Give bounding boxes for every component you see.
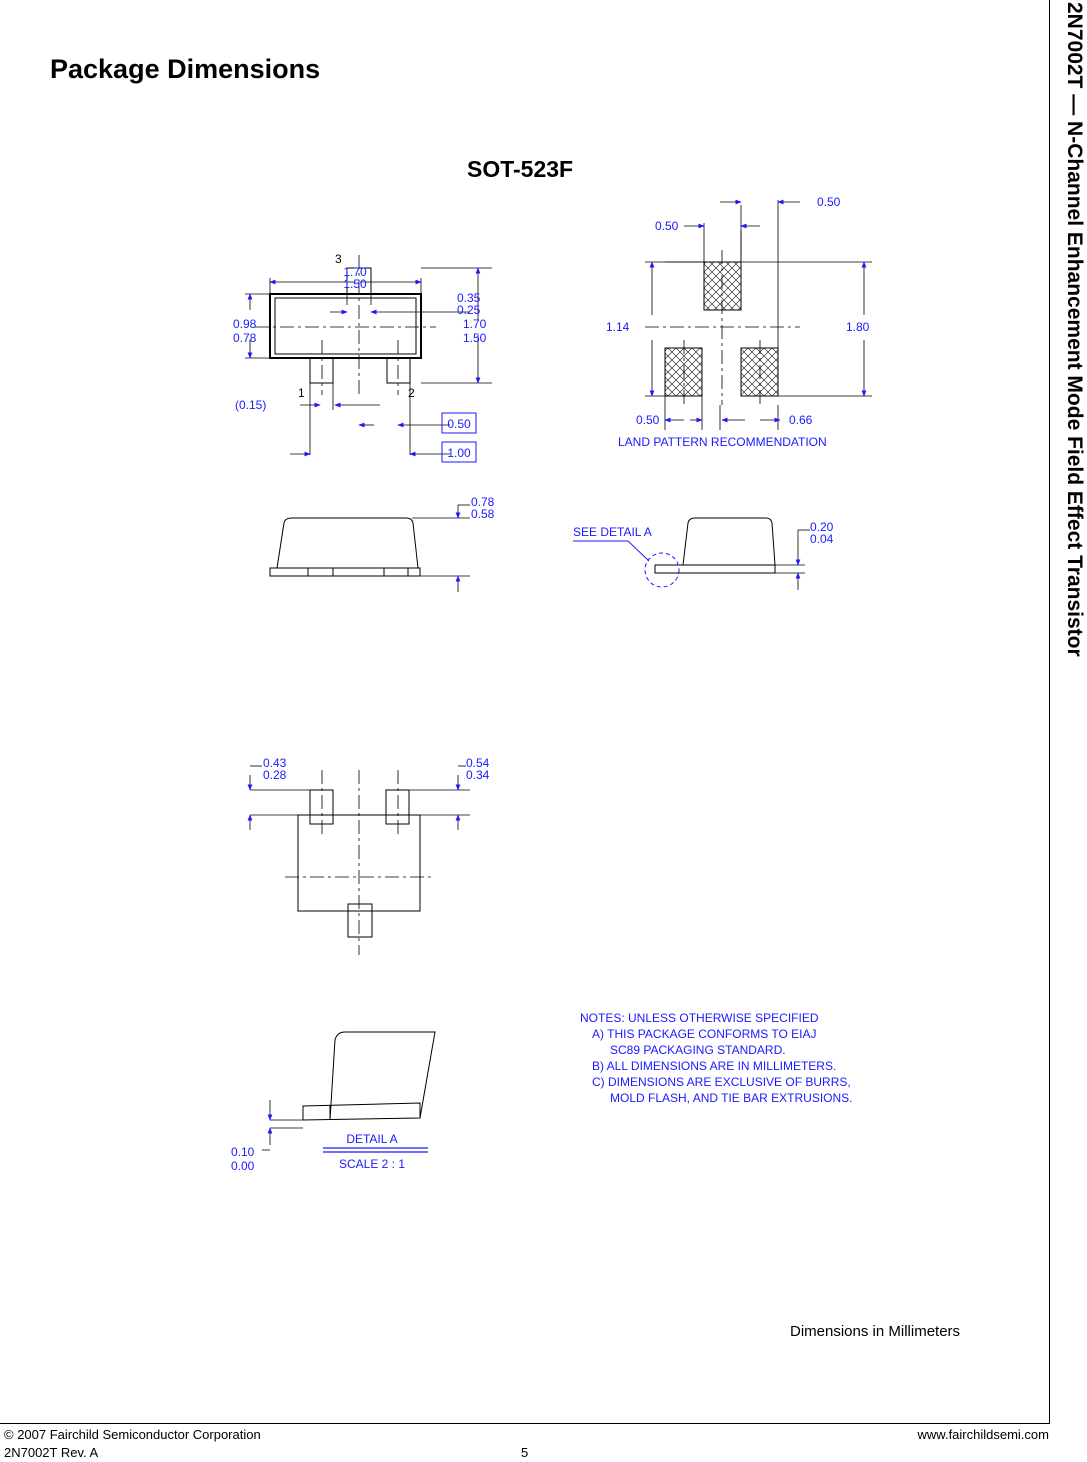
span-min: 1.50 — [463, 331, 487, 345]
pin-1-label: 1 — [298, 386, 305, 400]
lead-length-max: 0.43 — [263, 756, 287, 770]
span-max: 1.70 — [463, 317, 487, 331]
land-row-gap: 1.14 — [606, 320, 630, 334]
lead-width-max: 0.35 — [457, 291, 481, 305]
body-extension-min: 0.34 — [466, 768, 490, 782]
page-title: Package Dimensions — [50, 54, 321, 84]
land-pad-width-bottom: 0.50 — [636, 413, 660, 427]
standoff-min: 0.04 — [810, 532, 834, 546]
land-total-height: 1.80 — [846, 320, 870, 334]
footer-revision: 2N7002T Rev. A — [4, 1445, 99, 1460]
lead-span: 1.00 — [447, 446, 471, 460]
body-extension-max: 0.54 — [466, 756, 490, 770]
detail-flat-min: 0.00 — [231, 1159, 255, 1173]
notes-line-4: B) ALL DIMENSIONS ARE IN MILLIMETERS. — [592, 1059, 837, 1073]
land-pattern — [645, 200, 872, 430]
footer-copyright: © 2007 Fairchild Semiconductor Corporation — [4, 1427, 261, 1442]
lead-pitch: 0.50 — [447, 417, 471, 431]
land-pattern-caption: LAND PATTERN RECOMMENDATION — [618, 435, 827, 449]
notes-line-3: SC89 PACKAGING STANDARD. — [610, 1043, 786, 1057]
pin-2-label: 2 — [408, 386, 415, 400]
standoff-max: 0.20 — [810, 520, 834, 534]
lead-length-min: 0.28 — [263, 768, 287, 782]
detail-a-caption: DETAIL A — [346, 1132, 398, 1146]
side-view — [270, 505, 470, 592]
land-pad-spacing: 0.66 — [789, 413, 813, 427]
side-height-min: 0.58 — [471, 507, 495, 521]
side-height-max: 0.78 — [471, 495, 495, 509]
lead-width-min: 0.25 — [457, 303, 481, 317]
land-pad-width-top-right: 0.50 — [817, 195, 841, 209]
notes-line-6: MOLD FLASH, AND TIE BAR EXTRUSIONS. — [610, 1091, 853, 1105]
package-name: SOT-523F — [467, 156, 574, 182]
pin-3-label: 3 — [335, 252, 342, 266]
detail-a-scale: SCALE 2 : 1 — [338, 1157, 406, 1171]
land-pad-width-top: 0.50 — [655, 219, 679, 233]
notes-line-2: A) THIS PACKAGE CONFORMS TO EIAJ — [592, 1027, 817, 1041]
detail-flat-max: 0.10 — [231, 1145, 255, 1159]
body-height-min: 0.78 — [233, 331, 257, 345]
notes-line-5: C) DIMENSIONS ARE EXCLUSIVE OF BURRS, — [592, 1075, 851, 1089]
top-width-min: 1.50 — [343, 277, 367, 291]
notes-line-1: NOTES: UNLESS OTHERWISE SPECIFIED — [580, 1011, 819, 1025]
notes-block — [580, 1011, 853, 1105]
see-detail-label: SEE DETAIL A — [573, 525, 652, 539]
document-title: 2N7002T — N-Channel Enhancement Mode Field Effect Transistor — [1063, 2, 1086, 657]
units-note: Dimensions in Millimeters — [790, 1323, 961, 1340]
lead-offset: (0.15) — [235, 398, 267, 412]
page-number: 5 — [521, 1445, 529, 1460]
bottom-view — [250, 766, 470, 955]
top-width-max: 1.70 — [343, 265, 367, 279]
footer-website: www.fairchildsemi.com — [917, 1427, 1049, 1442]
body-height-max: 0.98 — [233, 317, 257, 331]
